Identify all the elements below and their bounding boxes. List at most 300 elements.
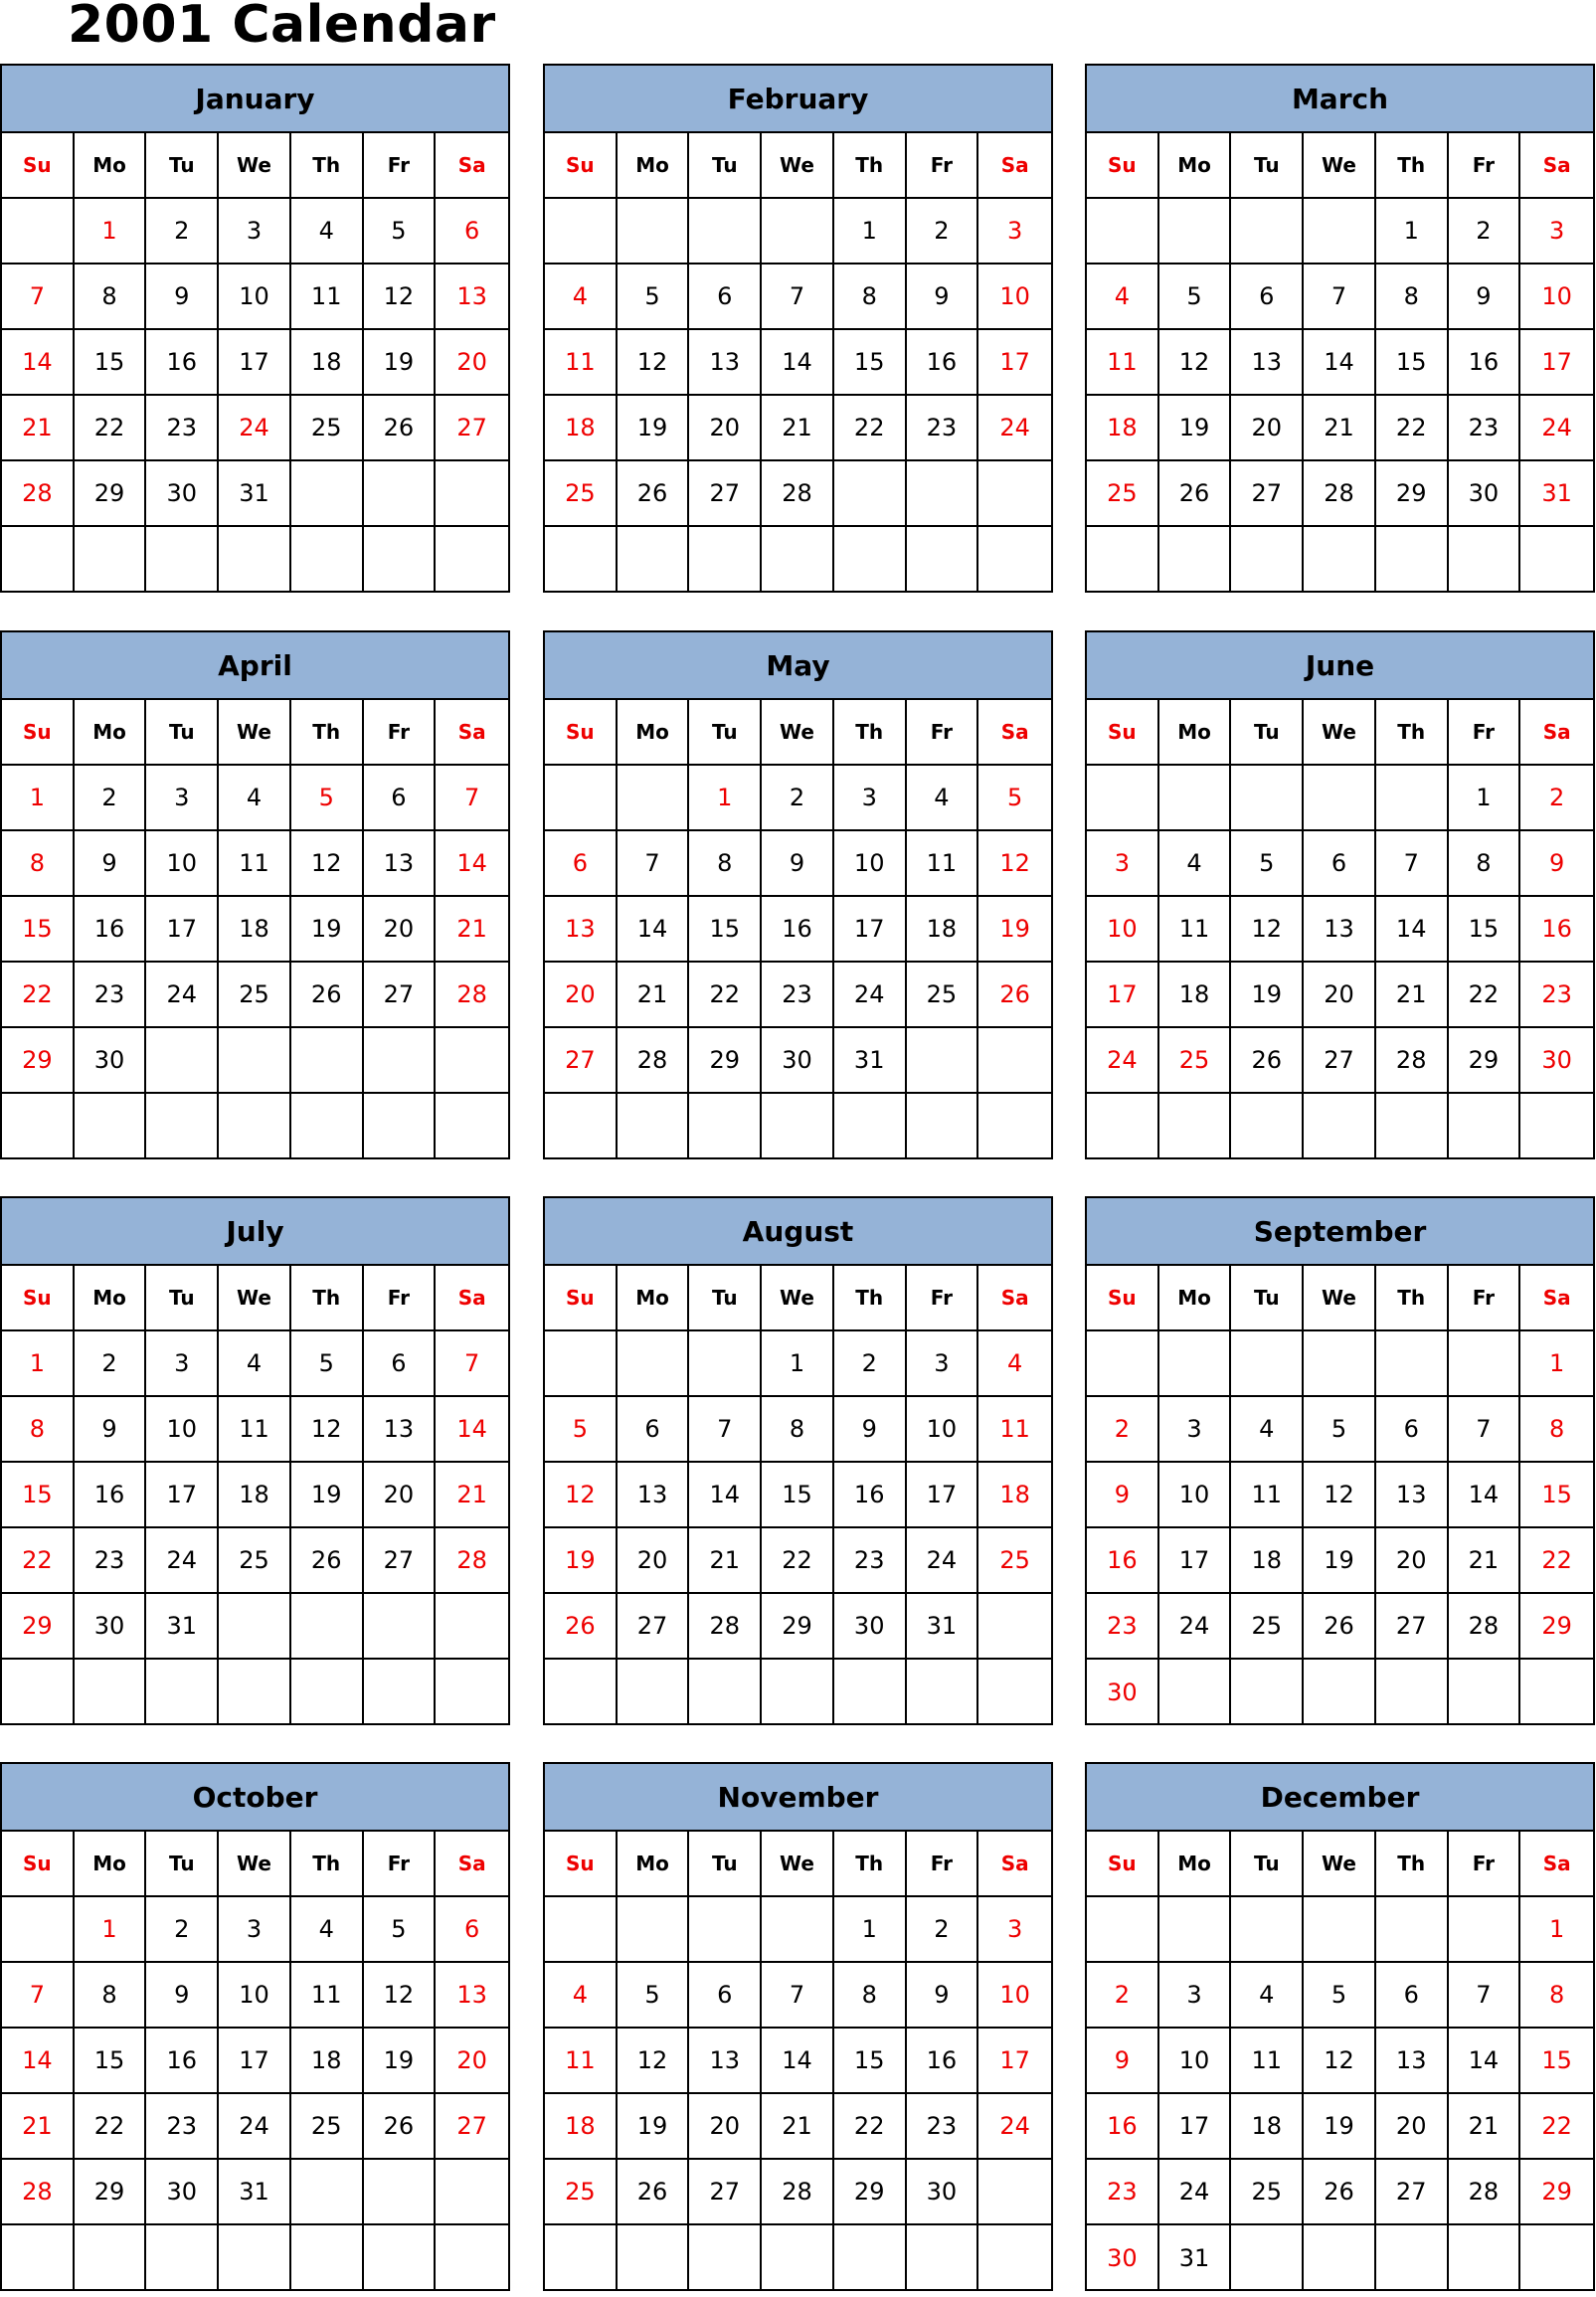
day-cell: 4 [1231,1397,1304,1463]
weekday-header: We [762,1832,834,1897]
empty-cell [1449,2225,1521,2291]
day-cell: 9 [1087,2029,1159,2094]
day-cell: 20 [436,330,508,396]
day-cell: 2 [1087,1397,1159,1463]
empty-cell [1231,1094,1304,1159]
day-cell: 12 [618,2029,690,2094]
day-cell: 20 [364,897,437,963]
day-cell: 17 [1159,2094,1232,2160]
day-cell: 12 [291,1397,364,1463]
empty-cell [907,1660,979,1725]
day-cell: 5 [1304,1963,1376,2029]
day-cell: 6 [689,1963,762,2029]
empty-cell [1231,199,1304,265]
day-cell: 10 [1520,265,1593,330]
empty-cell [762,1660,834,1725]
day-cell: 21 [1376,963,1449,1028]
day-cell: 27 [364,1528,437,1594]
day-cell: 17 [907,1463,979,1528]
empty-cell [618,2225,690,2291]
day-cell: 31 [1159,2225,1232,2291]
month-days-grid [545,133,1051,593]
day-cell: 28 [1304,461,1376,527]
month-header: February [545,66,1051,133]
empty-cell [689,1897,762,1963]
empty-cell [1376,2225,1449,2291]
empty-cell [291,527,364,593]
empty-cell [1159,1660,1232,1725]
weekday-header: Tu [146,133,219,199]
day-cell: 21 [1449,2094,1521,2160]
empty-cell [219,2225,291,2291]
empty-cell [545,527,618,593]
day-cell: 14 [1376,897,1449,963]
month-days-grid [2,700,508,1159]
empty-cell [146,2225,219,2291]
day-cell: 5 [978,766,1051,831]
weekday-header: Fr [1449,133,1521,199]
weekday-header: Th [834,1266,907,1331]
empty-cell [2,527,75,593]
weekday-header: Th [291,1832,364,1897]
day-cell: 30 [1087,2225,1159,2291]
month-march [1085,64,1595,593]
day-cell: 6 [1304,831,1376,897]
empty-cell [907,527,979,593]
day-cell: 28 [1449,1594,1521,1660]
weekday-header: Tu [689,133,762,199]
empty-cell [1376,1094,1449,1159]
weekday-header: Sa [436,700,508,766]
empty-cell [1449,1331,1521,1397]
weekday-header: Fr [1449,1266,1521,1331]
day-cell: 3 [1520,199,1593,265]
day-cell: 27 [689,2160,762,2225]
day-cell: 10 [978,265,1051,330]
day-cell: 31 [907,1594,979,1660]
weekday-header: Fr [907,700,979,766]
empty-cell [436,461,508,527]
empty-cell [364,1594,437,1660]
day-cell: 18 [1087,396,1159,461]
day-cell: 29 [834,2160,907,2225]
day-cell: 21 [2,396,75,461]
day-cell: 25 [219,1528,291,1594]
empty-cell [1449,1094,1521,1159]
empty-cell [689,2225,762,2291]
day-cell: 4 [545,265,618,330]
weekday-header: Fr [907,133,979,199]
day-cell: 6 [364,766,437,831]
day-cell: 28 [436,1528,508,1594]
empty-cell [1231,1660,1304,1725]
day-cell: 8 [762,1397,834,1463]
empty-cell [1231,1897,1304,1963]
day-cell: 22 [75,2094,147,2160]
month-days-grid [2,1266,508,1725]
day-cell: 1 [689,766,762,831]
day-cell: 19 [364,330,437,396]
weekday-header: Su [545,1832,618,1897]
day-cell: 5 [618,1963,690,2029]
day-cell: 15 [1449,897,1521,963]
weekday-header: Mo [75,1832,147,1897]
day-cell: 9 [762,831,834,897]
day-cell: 18 [545,396,618,461]
day-cell: 11 [291,1963,364,2029]
weekday-header: Fr [907,1832,979,1897]
month-header: November [545,1764,1051,1832]
month-header: September [1087,1198,1593,1266]
day-cell: 29 [1376,461,1449,527]
day-cell: 22 [2,963,75,1028]
empty-cell [1087,199,1159,265]
day-cell: 25 [545,461,618,527]
empty-cell [1376,1897,1449,1963]
day-cell: 6 [618,1397,690,1463]
day-cell: 4 [1231,1963,1304,2029]
day-cell: 28 [2,2160,75,2225]
weekday-header: Tu [1231,1266,1304,1331]
weekday-header: We [1304,700,1376,766]
day-cell: 17 [219,330,291,396]
day-cell: 26 [618,2160,690,2225]
day-cell: 11 [1159,897,1232,963]
day-cell: 14 [1449,2029,1521,2094]
day-cell: 3 [1087,831,1159,897]
month-october [0,1762,510,2291]
day-cell: 27 [436,2094,508,2160]
day-cell: 31 [1520,461,1593,527]
weekday-header: Tu [689,1832,762,1897]
empty-cell [75,2225,147,2291]
day-cell: 26 [1304,2160,1376,2225]
day-cell: 7 [1449,1397,1521,1463]
day-cell: 20 [1304,963,1376,1028]
day-cell: 28 [1449,2160,1521,2225]
day-cell: 10 [1159,2029,1232,2094]
weekday-header: Mo [1159,133,1232,199]
day-cell: 29 [689,1028,762,1094]
day-cell: 24 [1159,2160,1232,2225]
empty-cell [1376,766,1449,831]
month-december [1085,1762,1595,2291]
day-cell: 11 [291,265,364,330]
day-cell: 18 [219,897,291,963]
day-cell: 20 [689,396,762,461]
day-cell: 7 [1449,1963,1521,2029]
empty-cell [907,1094,979,1159]
empty-cell [1087,1897,1159,1963]
weekday-header: Sa [978,700,1051,766]
empty-cell [364,2160,437,2225]
empty-cell [1159,527,1232,593]
day-cell: 3 [978,1897,1051,1963]
month-november [543,1762,1053,2291]
day-cell: 25 [978,1528,1051,1594]
day-cell: 23 [75,1528,147,1594]
weekday-header: We [219,1266,291,1331]
empty-cell [545,199,618,265]
day-cell: 4 [1159,831,1232,897]
empty-cell [1304,2225,1376,2291]
weekday-header: Th [1376,1266,1449,1331]
month-days-grid [2,133,508,593]
day-cell: 27 [1376,2160,1449,2225]
day-cell: 21 [762,396,834,461]
day-cell: 8 [1520,1963,1593,2029]
day-cell: 9 [1087,1463,1159,1528]
empty-cell [1449,527,1521,593]
empty-cell [1231,1331,1304,1397]
weekday-header: Sa [1520,1832,1593,1897]
empty-cell [618,766,690,831]
day-cell: 13 [618,1463,690,1528]
empty-cell [2,2225,75,2291]
empty-cell [545,1331,618,1397]
weekday-header: Tu [1231,700,1304,766]
month-header: August [545,1198,1051,1266]
day-cell: 29 [1520,1594,1593,1660]
weekday-header: Th [291,700,364,766]
day-cell: 2 [146,1897,219,1963]
day-cell: 8 [689,831,762,897]
day-cell: 3 [907,1331,979,1397]
empty-cell [219,1028,291,1094]
weekday-header: Fr [364,1266,437,1331]
empty-cell [291,2160,364,2225]
day-cell: 23 [1087,2160,1159,2225]
empty-cell [689,1660,762,1725]
day-cell: 29 [75,461,147,527]
day-cell: 29 [762,1594,834,1660]
month-february [543,64,1053,593]
day-cell: 5 [291,766,364,831]
month-days-grid [545,1832,1051,2291]
weekday-header: Th [1376,133,1449,199]
day-cell: 12 [618,330,690,396]
month-days-grid [1087,1266,1593,1725]
day-cell: 7 [2,1963,75,2029]
day-cell: 10 [1087,897,1159,963]
day-cell: 23 [762,963,834,1028]
day-cell: 4 [907,766,979,831]
empty-cell [1087,766,1159,831]
weekday-header: We [219,700,291,766]
day-cell: 13 [1231,330,1304,396]
empty-cell [834,461,907,527]
day-cell: 2 [1520,766,1593,831]
day-cell: 24 [219,2094,291,2160]
weekday-header: Tu [146,700,219,766]
day-cell: 18 [1159,963,1232,1028]
day-cell: 7 [762,1963,834,2029]
day-cell: 10 [219,1963,291,2029]
day-cell: 24 [1520,396,1593,461]
day-cell: 24 [834,963,907,1028]
day-cell: 22 [834,2094,907,2160]
empty-cell [1087,1094,1159,1159]
empty-cell [1087,1331,1159,1397]
empty-cell [436,527,508,593]
day-cell: 12 [1159,330,1232,396]
empty-cell [1520,2225,1593,2291]
day-cell: 25 [907,963,979,1028]
empty-cell [907,461,979,527]
day-cell: 18 [545,2094,618,2160]
day-cell: 1 [834,199,907,265]
day-cell: 24 [1159,1594,1232,1660]
day-cell: 16 [1087,1528,1159,1594]
weekday-header: Tu [146,1832,219,1897]
day-cell: 12 [1231,897,1304,963]
weekday-header: Mo [1159,700,1232,766]
day-cell: 16 [1520,897,1593,963]
day-cell: 22 [1520,2094,1593,2160]
empty-cell [2,1660,75,1725]
day-cell: 30 [762,1028,834,1094]
empty-cell [291,2225,364,2291]
day-cell: 26 [291,1528,364,1594]
empty-cell [1231,2225,1304,2291]
day-cell: 24 [978,396,1051,461]
day-cell: 29 [75,2160,147,2225]
day-cell: 17 [834,897,907,963]
day-cell: 13 [1304,897,1376,963]
day-cell: 24 [219,396,291,461]
empty-cell [1449,1660,1521,1725]
empty-cell [219,1094,291,1159]
day-cell: 11 [907,831,979,897]
day-cell: 15 [834,2029,907,2094]
day-cell: 16 [146,330,219,396]
day-cell: 4 [291,199,364,265]
day-cell: 1 [1520,1897,1593,1963]
day-cell: 23 [146,2094,219,2160]
day-cell: 21 [762,2094,834,2160]
day-cell: 26 [1159,461,1232,527]
day-cell: 1 [2,1331,75,1397]
day-cell: 16 [907,330,979,396]
day-cell: 25 [291,396,364,461]
day-cell: 5 [545,1397,618,1463]
empty-cell [618,1897,690,1963]
day-cell: 18 [291,2029,364,2094]
day-cell: 11 [1231,2029,1304,2094]
day-cell: 12 [364,1963,437,2029]
weekday-header: Su [2,700,75,766]
empty-cell [978,1594,1051,1660]
day-cell: 27 [689,461,762,527]
day-cell: 1 [762,1331,834,1397]
day-cell: 2 [75,1331,147,1397]
empty-cell [146,527,219,593]
month-days-grid [1087,700,1593,1159]
day-cell: 4 [291,1897,364,1963]
day-cell: 10 [834,831,907,897]
weekday-header: Tu [1231,1832,1304,1897]
weekday-header: Tu [146,1266,219,1331]
day-cell: 1 [834,1897,907,1963]
day-cell: 4 [978,1331,1051,1397]
day-cell: 27 [1376,1594,1449,1660]
weekday-header: Sa [436,133,508,199]
weekday-header: We [762,1266,834,1331]
weekday-header: Mo [75,700,147,766]
day-cell: 30 [1087,1660,1159,1725]
day-cell: 19 [545,1528,618,1594]
day-cell: 8 [1449,831,1521,897]
day-cell: 20 [689,2094,762,2160]
day-cell: 6 [689,265,762,330]
weekday-header: Su [2,1266,75,1331]
day-cell: 18 [1231,2094,1304,2160]
day-cell: 25 [1231,1594,1304,1660]
day-cell: 21 [436,1463,508,1528]
day-cell: 9 [907,1963,979,2029]
day-cell: 21 [1304,396,1376,461]
day-cell: 2 [1449,199,1521,265]
day-cell: 19 [1304,1528,1376,1594]
weekday-header: Th [834,700,907,766]
day-cell: 6 [1231,265,1304,330]
day-cell: 17 [146,897,219,963]
weekday-header: Sa [1520,133,1593,199]
day-cell: 29 [2,1028,75,1094]
day-cell: 29 [1449,1028,1521,1094]
day-cell: 7 [1304,265,1376,330]
day-cell: 5 [291,1331,364,1397]
weekday-header: Mo [618,133,690,199]
day-cell: 11 [219,831,291,897]
day-cell: 14 [762,330,834,396]
day-cell: 1 [75,1897,147,1963]
day-cell: 22 [1520,1528,1593,1594]
day-cell: 12 [1304,2029,1376,2094]
day-cell: 15 [75,2029,147,2094]
day-cell: 10 [146,1397,219,1463]
day-cell: 10 [1159,1463,1232,1528]
empty-cell [689,1331,762,1397]
empty-cell [618,199,690,265]
empty-cell [2,1094,75,1159]
weekday-header: Su [545,1266,618,1331]
day-cell: 14 [618,897,690,963]
empty-cell [762,527,834,593]
empty-cell [436,2160,508,2225]
day-cell: 11 [545,2029,618,2094]
empty-cell [436,2225,508,2291]
day-cell: 18 [219,1463,291,1528]
day-cell: 16 [75,897,147,963]
weekday-header: Tu [689,1266,762,1331]
day-cell: 9 [907,265,979,330]
day-cell: 15 [834,330,907,396]
day-cell: 8 [2,831,75,897]
empty-cell [364,1094,437,1159]
weekday-header: Fr [1449,700,1521,766]
weekday-header: Th [834,1832,907,1897]
empty-cell [2,199,75,265]
day-cell: 19 [978,897,1051,963]
day-cell: 19 [364,2029,437,2094]
day-cell: 31 [219,461,291,527]
day-cell: 28 [2,461,75,527]
empty-cell [545,1897,618,1963]
empty-cell [978,1094,1051,1159]
empty-cell [689,527,762,593]
day-cell: 28 [689,1594,762,1660]
